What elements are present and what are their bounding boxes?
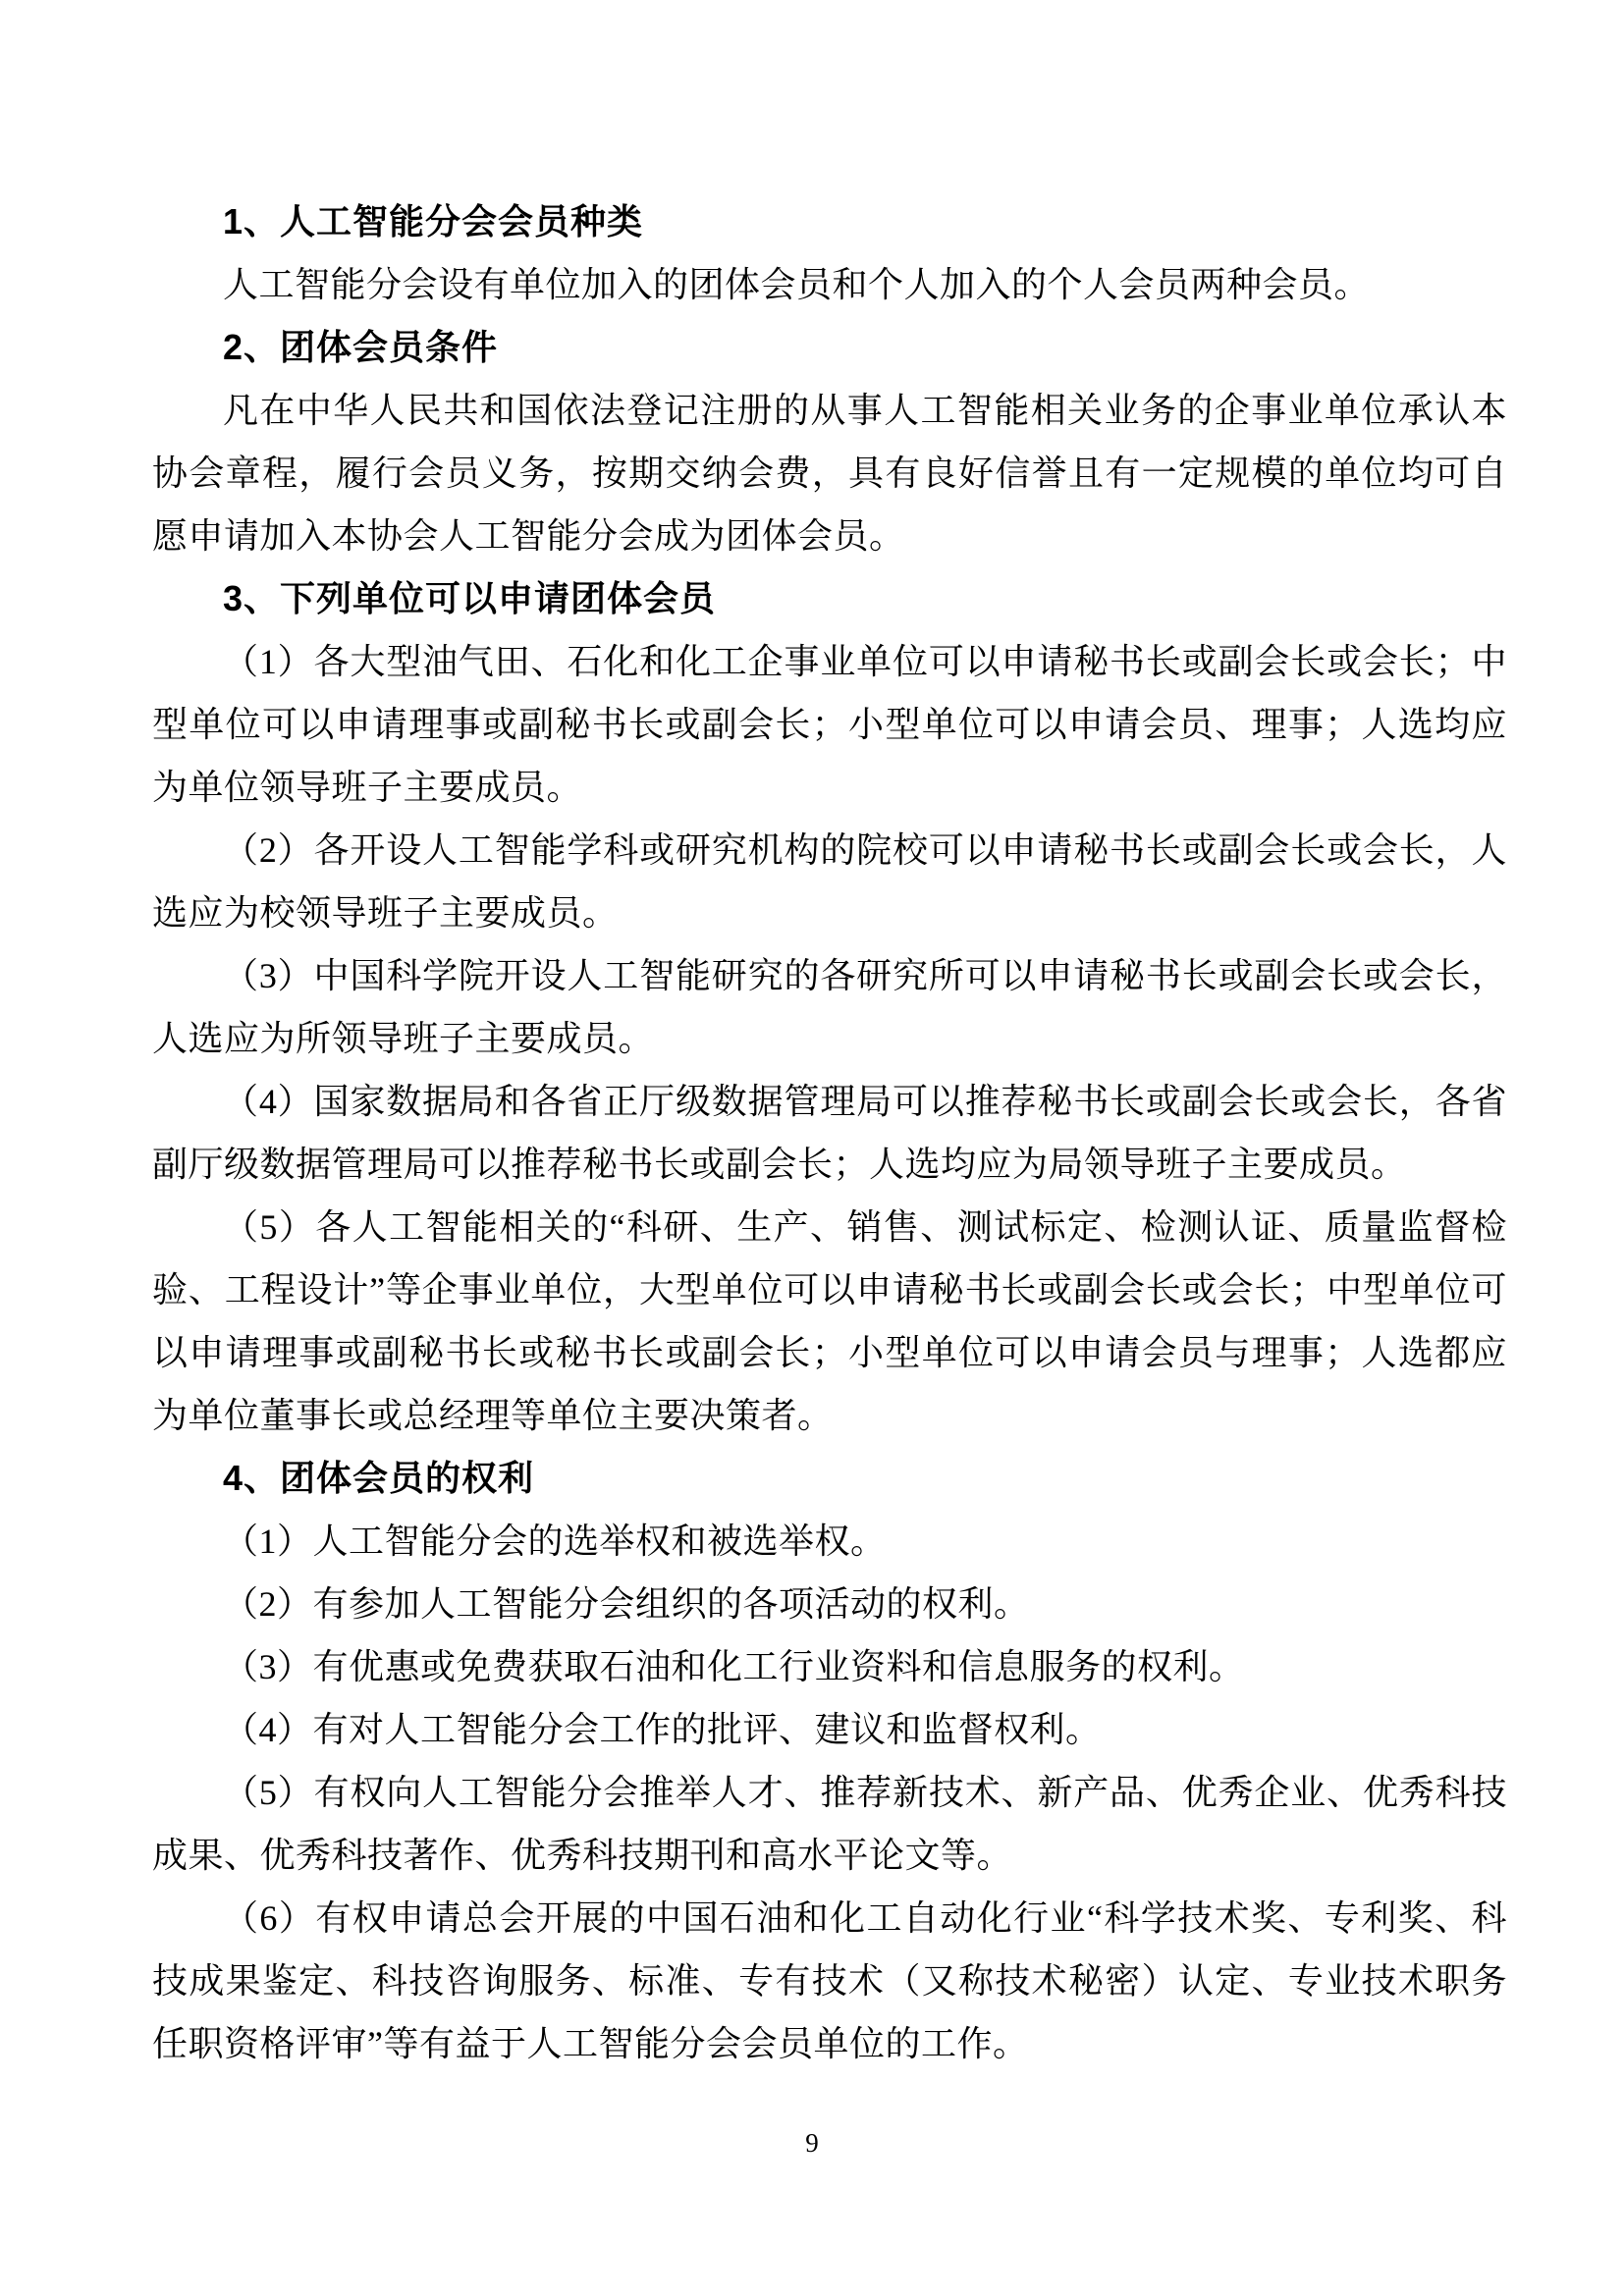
section-heading: 2、团体会员条件 [223,327,499,367]
body-paragraph: （1）各大型油气田、石化和化工企事业单位可以申请秘书长或副会长或会长；中型单位可以申请理事或副秘书长或副会长；小型单位可以申请会员、理事；人选均应为单位领导班子主要成员。 [152,642,1507,807]
body-paragraph: 人工智能分会设有单位加入的团体会员和个人加入的个人会员两种会员。 [223,265,1371,304]
body-paragraph: （4）国家数据局和各省正厅级数据管理局可以推荐秘书长或副会长或会长，各省副厅级数据管理局可以推荐秘书长或副会长；人选均应为局领导班子主要成员。 [152,1082,1507,1184]
body-paragraph: （4）有对人工智能分会工作的批评、建议和监督权利。 [223,1710,1102,1749]
body-paragraph: （6）有权申请总会开展的中国石油和化工自动化行业“科学技术奖、专利奖、科技成果鉴定、科技咨询服务、标准、专有技术（又称技术秘密）认定、专业技术职务任职资格评审”等有益于人工智能分会会员单位的工作。 [152,1898,1507,2063]
body-paragraph: 凡在中华人民共和国依法登记注册的从事人工智能相关业务的企事业单位承认本协会章程，履行会员义务，按期交纳会费，具有良好信誉且有一定规模的单位均可自愿申请加入本协会人工智能分会成为团体会员。 [152,391,1507,556]
document-content [152,190,1507,2075]
section-heading: 1、人工智能分会会员种类 [223,201,644,241]
body-paragraph: （5）有权向人工智能分会推举人才、推荐新技术、新产品、优秀企业、优秀科技成果、优秀科技著作、优秀科技期刊和高水平论文等。 [152,1773,1507,1875]
section-heading: 4、团体会员的权利 [223,1458,535,1498]
body-paragraph: （3）有优惠或免费获取石油和化工行业资料和信息服务的权利。 [223,1647,1245,1686]
page-number: 9 [805,2128,819,2158]
body-paragraph: （5）各人工智能相关的“科研、生产、销售、测试标定、检测认证、质量监督检验、工程设计”等企事业单位，大型单位可以申请秘书长或副会长或会长；中型单位可以申请理事或副秘书长或秘书长或副会长；小型单位可以申请会员与理事；人选都应为单位董事长或总经理等单位主要决策者。 [152,1207,1507,1435]
section-heading: 3、下列单位可以申请团体会员 [223,578,717,618]
body-paragraph: （2）有参加人工智能分会组织的各项活动的权利。 [223,1584,1030,1624]
body-paragraph: （3）中国科学院开设人工智能研究的各研究所可以申请秘书长或副会长或会长，人选应为所领导班子主要成员。 [152,956,1507,1058]
body-paragraph: （1）人工智能分会的选举权和被选举权。 [223,1522,887,1561]
body-paragraph: （2）各开设人工智能学科或研究机构的院校可以申请秘书长或副会长或会长，人选应为校领导班子主要成员。 [152,830,1507,933]
